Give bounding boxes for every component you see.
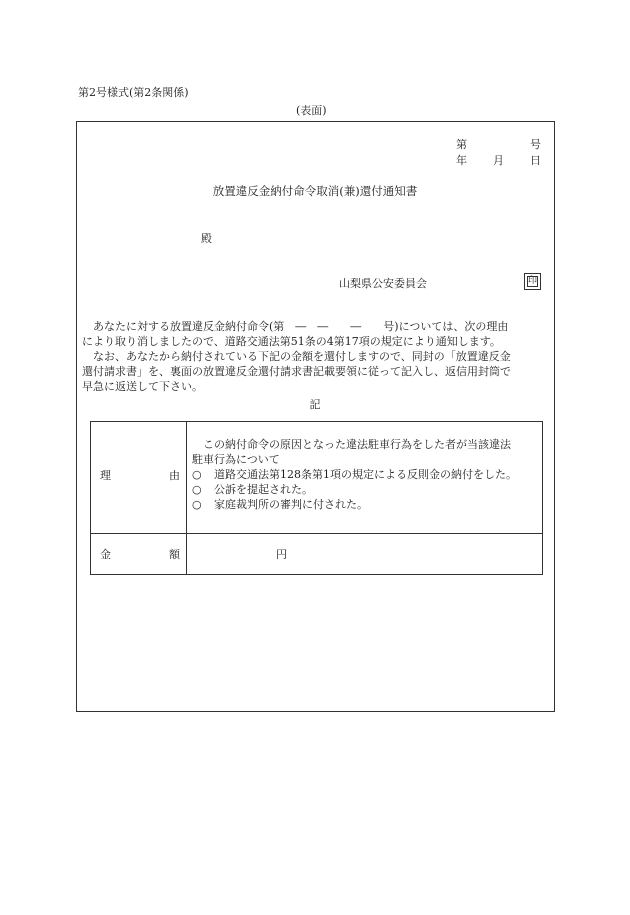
reason-label-char: 理 <box>100 469 111 482</box>
table-divider-horizontal <box>91 533 542 534</box>
document-title: 放置違反金納付命令取消(兼)還付通知書 <box>212 184 418 198</box>
reason-option <box>192 498 540 513</box>
table-divider-vertical <box>186 422 187 574</box>
notice-paragraph <box>82 320 552 350</box>
paragraph-line: なお、あなたから納付されている下記の金額を還付しますので、同封の「放置違反金 <box>82 350 511 363</box>
reason-option <box>192 483 540 498</box>
issuer-name: 山梨県公安委員会 <box>339 277 427 290</box>
paragraph-line: により取り消しましたので、道路交通法第51条の4第17項の規定により通知します。 <box>82 335 501 348</box>
option-text: 家庭裁判所の審判に付された。 <box>214 498 368 511</box>
amount-label-char: 額 <box>169 548 180 561</box>
date-year: 年 <box>456 154 467 167</box>
document-frame <box>76 121 555 712</box>
seal-mark: 印 <box>528 276 538 286</box>
side-label: (表面) <box>296 104 327 117</box>
option-circle-icon: ○ <box>192 483 202 496</box>
detail-table <box>90 421 543 575</box>
reason-content <box>192 438 540 513</box>
amount-label <box>100 548 180 563</box>
option-text: 道路交通法第128条第1項の規定による反則金の納付をした。 <box>214 468 517 481</box>
doc-number-prefix: 第 <box>456 138 467 151</box>
option-circle-icon: ○ <box>192 468 202 481</box>
reason-intro-line: この納付命令の原因となった違法駐車行為をした者が当該違法 <box>192 438 511 451</box>
refund-paragraph <box>82 350 552 395</box>
doc-number-suffix: 号 <box>530 138 541 151</box>
reason-label-char: 由 <box>169 469 180 482</box>
addressee-suffix: 殿 <box>201 232 212 245</box>
option-circle-icon: ○ <box>192 498 202 511</box>
option-text: 公訴を提起された。 <box>214 483 313 496</box>
reason-option <box>192 468 540 483</box>
amount-label-char: 金 <box>100 548 111 561</box>
date-month: 月 <box>493 154 504 167</box>
reason-intro-line: 駐車行為について <box>192 453 280 466</box>
seal-stamp <box>524 273 541 290</box>
ki-heading: 記 <box>309 398 321 411</box>
date-day: 日 <box>530 154 541 167</box>
paragraph-line: あなたに対する放置違反金納付命令(第 ― ― ― 号)については、次の理由 <box>82 320 509 333</box>
paragraph-line: 早急に返送して下さい。 <box>82 380 203 393</box>
form-number-label: 第2号様式(第2条関係) <box>78 86 189 99</box>
reason-label <box>100 469 180 484</box>
paragraph-line: 還付請求書」を、裏面の放置違反金還付請求書記載要領に従って記入し、返信用封筒で <box>82 365 511 378</box>
amount-unit: 円 <box>276 548 287 561</box>
